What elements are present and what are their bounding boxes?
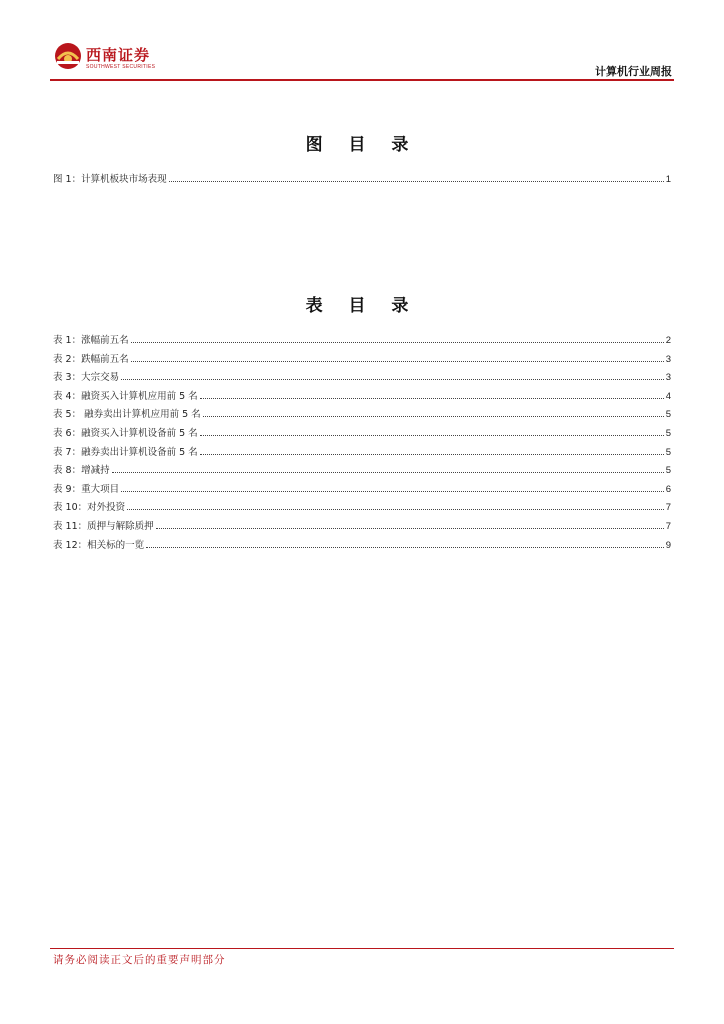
toc-dot-leader — [169, 180, 664, 182]
toc-dot-leader — [200, 434, 664, 436]
toc-entry-label[interactable]: 表 4：融资买入计算机应用前 5 名 — [53, 390, 198, 402]
logo-chinese-name: 西南证券 — [86, 46, 151, 64]
toc-entry[interactable] — [53, 406, 671, 425]
toc-entry[interactable] — [53, 171, 671, 190]
tables-toc-title: 表 目 录 — [305, 296, 419, 316]
toc-entry-label[interactable]: 表 11：质押与解除质押 — [53, 520, 154, 532]
toc-entry-page[interactable]: 5 — [665, 465, 671, 477]
toc-entry-page[interactable]: 3 — [665, 372, 671, 384]
toc-entry[interactable] — [53, 425, 671, 444]
toc-entry-page[interactable]: 7 — [665, 502, 671, 514]
toc-entry-label[interactable]: 表 5： 融券卖出计算机应用前 5 名 — [53, 409, 201, 421]
toc-entry[interactable] — [53, 369, 671, 388]
figures-toc-title: 图 目 录 — [305, 135, 419, 155]
toc-dot-leader — [146, 546, 664, 548]
toc-entry[interactable] — [53, 537, 671, 556]
toc-entry-page[interactable]: 3 — [665, 353, 671, 365]
tables-toc-list — [53, 332, 671, 555]
toc-entry-page[interactable]: 5 — [665, 446, 671, 458]
figures-toc-list — [53, 171, 671, 190]
toc-entry-page[interactable]: 4 — [665, 390, 671, 402]
toc-entry-label[interactable]: 表 10：对外投资 — [53, 502, 126, 514]
footer-disclaimer: 请务必阅读正文后的重要声明部分 — [53, 954, 226, 966]
toc-entry-page[interactable]: 6 — [665, 483, 671, 495]
toc-entry[interactable] — [53, 499, 671, 518]
toc-entry-label[interactable]: 表 8：增减持 — [53, 465, 110, 477]
toc-entry-label[interactable]: 表 3：大宗交易 — [53, 372, 120, 384]
toc-entry-page[interactable]: 2 — [665, 335, 671, 346]
toc-dot-leader — [203, 415, 664, 417]
page-header — [0, 0, 724, 82]
toc-dot-leader — [131, 341, 664, 343]
toc-dot-leader — [200, 397, 664, 399]
toc-entry[interactable] — [53, 388, 671, 407]
logo-english-name: SOUTHWEST SECURITIES — [86, 64, 156, 70]
toc-dot-leader — [127, 508, 664, 510]
toc-entry-label[interactable]: 表 6：融资买入计算机设备前 5 名 — [53, 427, 198, 439]
toc-entry-label[interactable]: 表 12：相关标的一览 — [53, 539, 145, 551]
report-type-label: 计算机行业周报 — [595, 65, 672, 78]
company-logo-icon — [54, 42, 82, 70]
toc-entry-label[interactable]: 表 2：跌幅前五名 — [53, 353, 129, 365]
company-logo — [54, 42, 154, 74]
toc-entry-label[interactable]: 表 7：融券卖出计算机设备前 5 名 — [53, 446, 198, 458]
toc-entry[interactable] — [53, 351, 671, 370]
toc-entry-label[interactable]: 图 1：计算机板块市场表现 — [53, 174, 167, 185]
toc-entry[interactable] — [53, 444, 671, 463]
toc-entry[interactable] — [53, 462, 671, 481]
toc-dot-leader — [200, 453, 664, 455]
toc-entry[interactable] — [53, 518, 671, 537]
toc-entry-page[interactable]: 5 — [665, 427, 671, 439]
toc-dot-leader — [121, 490, 664, 492]
toc-entry-label[interactable]: 表 9：重大项目 — [53, 483, 120, 495]
toc-entry-label[interactable]: 表 1：涨幅前五名 — [53, 335, 129, 346]
toc-entry-page[interactable]: 1 — [665, 174, 671, 185]
toc-dot-leader — [112, 471, 664, 473]
toc-entry-page[interactable]: 5 — [665, 409, 671, 421]
toc-dot-leader — [121, 378, 664, 380]
footer-divider — [50, 948, 674, 949]
toc-dot-leader — [131, 360, 664, 362]
toc-entry-page[interactable]: 9 — [665, 539, 671, 551]
toc-entry[interactable] — [53, 481, 671, 500]
toc-entry[interactable] — [53, 332, 671, 351]
toc-dot-leader — [156, 527, 664, 529]
header-divider — [50, 79, 674, 81]
toc-entry-page[interactable]: 7 — [665, 520, 671, 532]
